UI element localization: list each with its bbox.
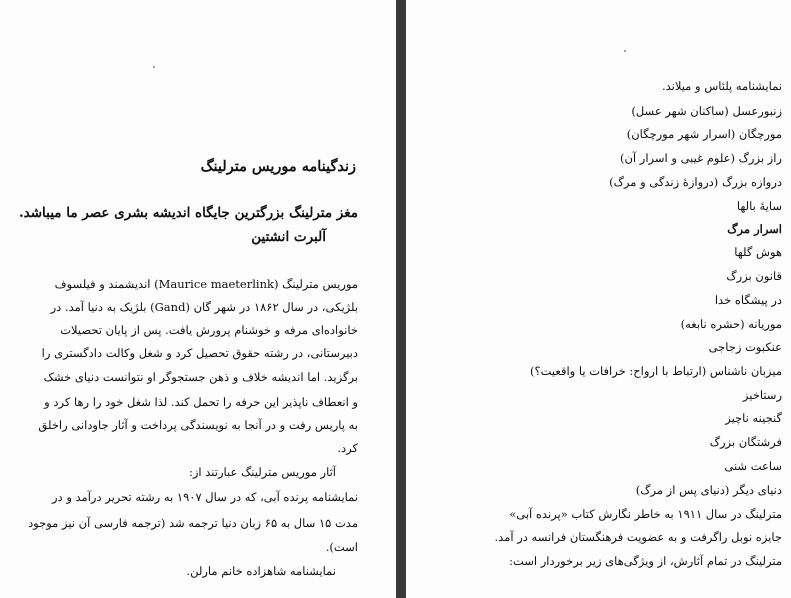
- works-item-8: هوش گلها: [734, 245, 782, 259]
- bio-line-2: بلژیکی، در سال ۱۸۶۲ در شهر گان (Gand) بلژیک به دنیا آمد. در: [50, 300, 358, 314]
- works-item-13: میزبان ناشناس (ارتباط با ارواح: خرافات یا واقعیت؟): [530, 364, 782, 378]
- works-intro: آثار موریس مترلینگ عبارتند از:: [188, 465, 336, 479]
- works-item-17: ساعت شنی: [724, 459, 782, 473]
- works-item-5: دروازه بزرگ (دروازهٔ زندگی و مرگ): [609, 175, 782, 189]
- works-item-7: اسرار مرگ: [727, 222, 782, 236]
- bio-line-4: دبیرستانی، در رشته حقوق تحصیل کرد و شغل وکالت دادگستری را: [41, 346, 358, 360]
- works-item-11: موریانه (حشره نابغه): [680, 317, 782, 331]
- works-item-6: سایهٔ بالها: [736, 199, 782, 213]
- quote-text: مغز مترلینگ بزرگترین جایگاه اندیشه بشری عصر ما میباشد.: [18, 205, 358, 221]
- works-item-18: دنیای دیگر (دنیای پس از مرگ): [635, 483, 782, 497]
- book-spine: [396, 0, 406, 598]
- bio-line-8: کرد.: [337, 441, 358, 455]
- bio-line-1: موریس مترلینگ (Maurice maeterlink) اندیشمند و فیلسوف: [54, 277, 358, 291]
- quote-author: آلبرت انشتین: [251, 229, 326, 245]
- bio-line-5: برگزید. اما اندیشه خلاف و ذهن جستجوگر او نتوانست دنیای خشک: [43, 370, 358, 384]
- works-item-3: مورچگان (اسرار شهر مورچگان): [626, 127, 782, 141]
- closing-line-3: مترلینگ در تمام آثارش، از ویژگی‌های زیر برخوردار است:: [509, 554, 782, 568]
- works-line-3: است).: [325, 540, 358, 554]
- works-item-9: قانون بزرگ: [726, 269, 782, 283]
- closing-line-2: جایزه نوبل راگرفت و به عضویت فرهنگستان فرانسه در آمد.: [494, 530, 782, 544]
- works-item-15: گنجینه ناچیز: [725, 411, 782, 425]
- works-item-14: رستاخیز: [742, 388, 782, 402]
- speck-mark: [153, 66, 155, 68]
- bio-line-6: و انعطاف ناپذیر این حرفه را تحمل کند. لذا شغل خود را رها کرد و: [44, 395, 358, 409]
- works-item-10: در پیشگاه خدا: [714, 293, 782, 307]
- works-line-4: نمایشنامه شاهزاده خانم مارلن.: [186, 564, 336, 578]
- closing-line-1: مترلینگ در سال ۱۹۱۱ به خاطر نگارش کتاب «پرنده آبی»: [509, 507, 782, 521]
- speck-mark: [624, 50, 626, 52]
- bio-line-7: به پاریس رفت و در آنجا به نویسندگی پرداخت و آثار جاودانی راخلق: [38, 418, 358, 432]
- works-line-1: نمایشنامه پرنده آبی، که در سال ۱۹۰۷ به رشته تحریر درآمد و در: [51, 490, 358, 504]
- works-item-1: نمایشنامه پلئاس و میلاند.: [661, 79, 782, 93]
- bio-line-3: خانواده‌ای مرفه و خوشنام پرورش یافت. پس از پایان تحصیلات: [60, 323, 358, 337]
- right-page: [406, 0, 791, 598]
- works-item-12: عنکبوت زجاجی: [708, 340, 782, 354]
- works-item-2: زنبورعسل (ساکنان شهر عسل): [631, 104, 782, 118]
- works-item-16: فرشتگان بزرگ: [709, 435, 782, 449]
- works-item-4: راز بزرگ (علوم غیبی و اسرار آن): [620, 151, 782, 165]
- works-line-2: مدت ۱۵ سال به ۶۵ زبان دنیا ترجمه شد (ترجمه فارسی آن نیز موجود: [28, 516, 358, 530]
- bio-title: زندگینامه موریس مترلینگ: [200, 158, 356, 175]
